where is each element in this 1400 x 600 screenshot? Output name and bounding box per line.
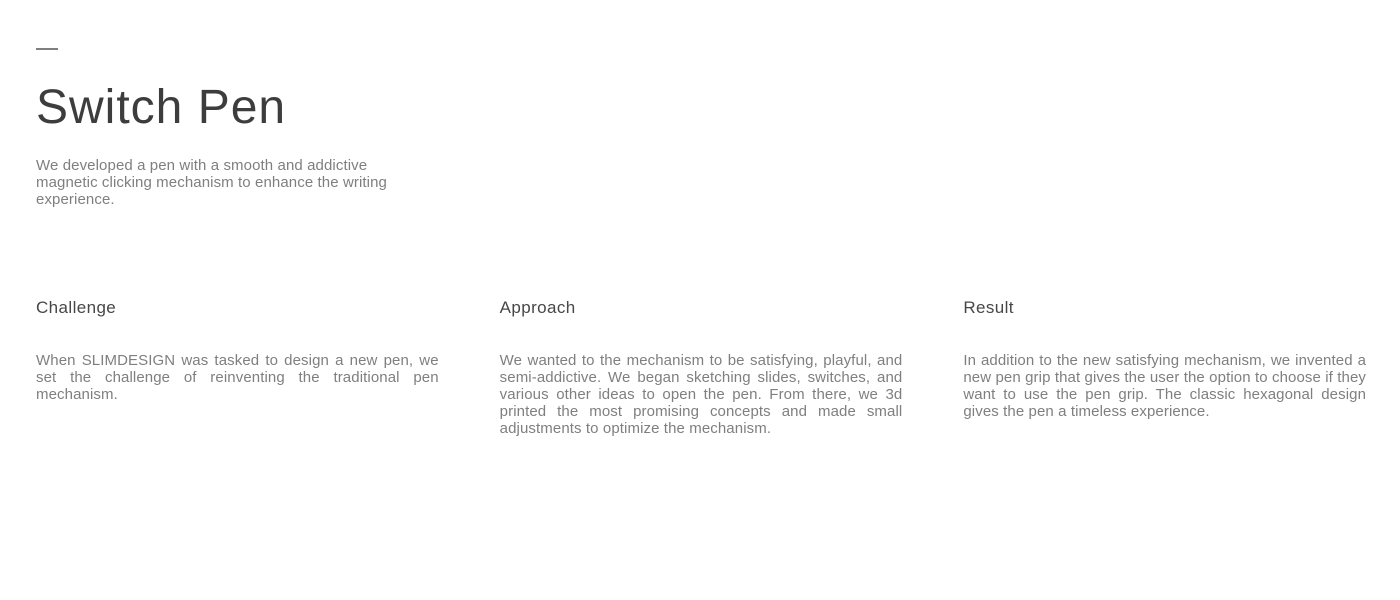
accent-dash (36, 48, 58, 50)
intro-paragraph: We developed a pen with a smooth and addictive magnetic clicking mechanism to enhance the writing experience. (36, 156, 388, 208)
approach-body: We wanted to the mechanism to be satisfying, playful, and semi-addictive. We began sketching slides, switches, and various other ideas to open the pen. From there, we 3d printed the most promising concepts and made small adjustments to optimize the mechanism. (499, 351, 903, 437)
challenge-heading: Challenge (36, 297, 117, 317)
challenge-body: When SLIMDESIGN was tasked to design a new pen, we set the challenge of reinventing the traditional pen mechanism. (36, 351, 439, 403)
column-challenge (36, 298, 439, 437)
approach-heading: Approach (499, 297, 576, 317)
column-result (963, 298, 1366, 437)
page-title: Switch Pen (36, 81, 287, 134)
result-body: In addition to the new satisfying mechanism, we invented a new pen grip that gives the user the option to choose if they want to use the pen grip. The classic hexagonal design gives the pen a timeless experience. (963, 351, 1367, 420)
column-approach (500, 298, 903, 437)
columns-row (36, 298, 1366, 437)
result-heading: Result (963, 297, 1014, 317)
